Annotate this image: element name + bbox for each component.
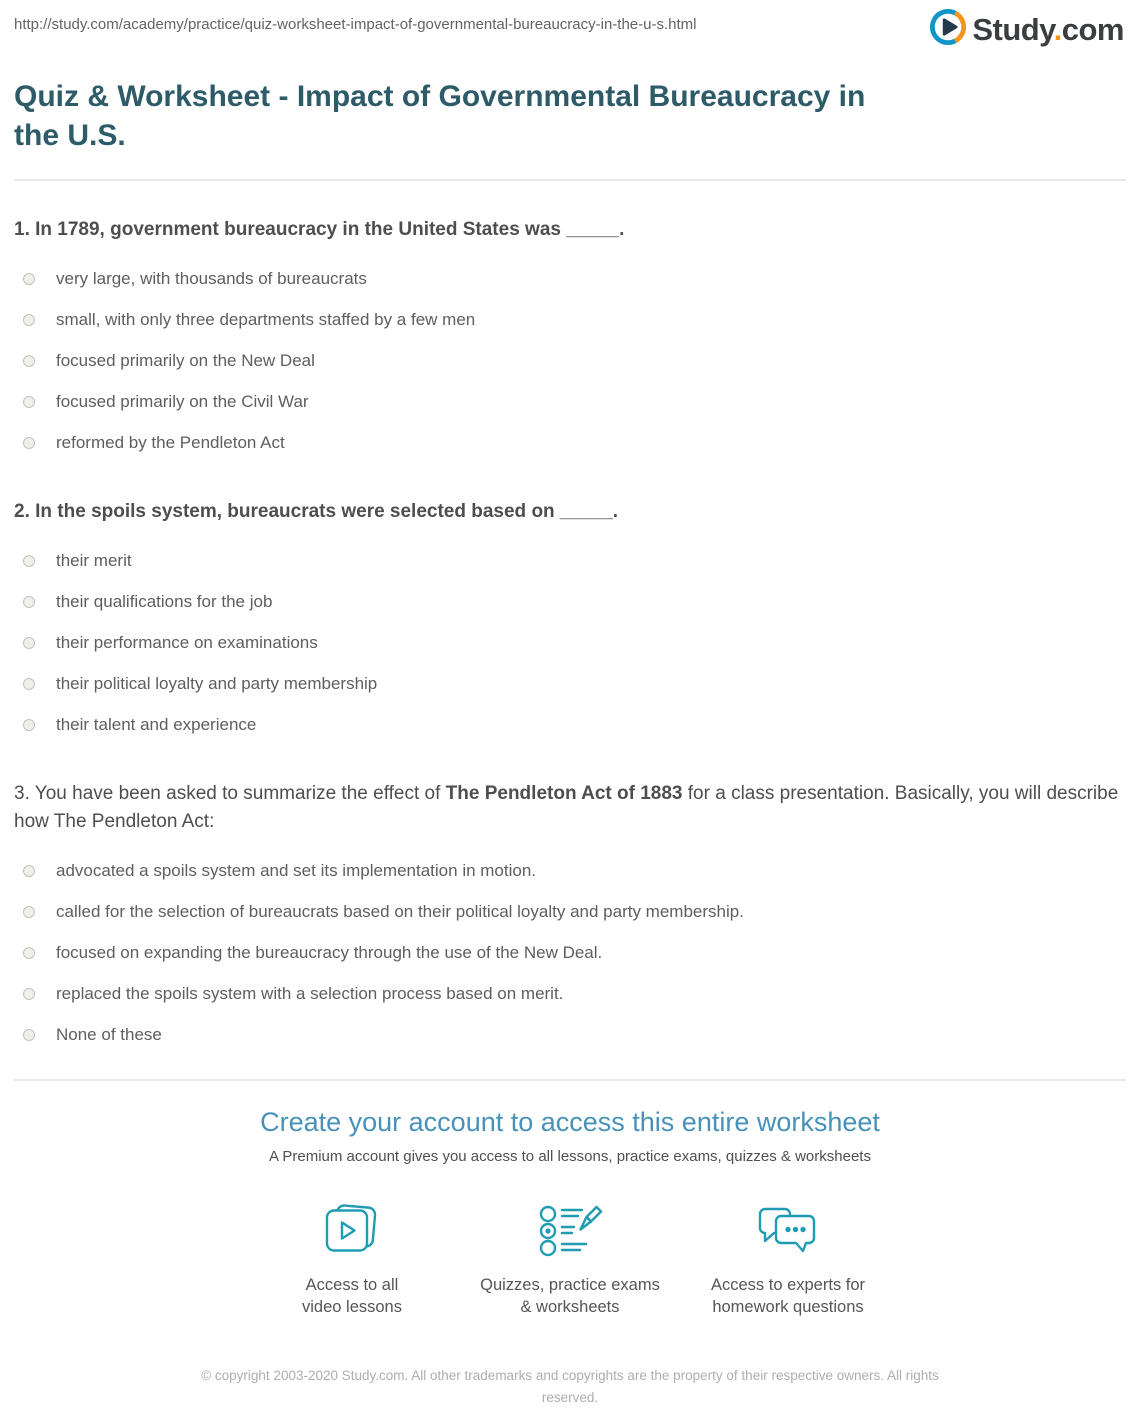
radio-button-icon[interactable] <box>23 355 35 367</box>
feature-video-lessons <box>243 1201 461 1319</box>
option-label[interactable]: focused primarily on the Civil War <box>56 392 309 411</box>
option-label[interactable]: their talent and experience <box>56 715 257 734</box>
chat-experts-icon <box>756 1201 820 1259</box>
question-2-options <box>14 540 1126 745</box>
quiz-option[interactable] <box>14 540 1126 581</box>
option-label[interactable]: small, with only three departments staffed by a few men <box>56 310 476 329</box>
option-label[interactable]: None of these <box>56 1025 162 1044</box>
option-label[interactable]: their qualifications for the job <box>56 592 273 611</box>
top-bar <box>0 0 1140 51</box>
page-url: http://study.com/academy/practice/quiz-worksheet-impact-of-governmental-bureaucracy-in-the-u-s.html <box>14 16 697 33</box>
radio-button-icon[interactable] <box>23 637 35 649</box>
quiz-option[interactable] <box>14 932 1126 973</box>
option-label[interactable]: very large, with thousands of bureaucrats <box>56 269 367 288</box>
feature-quizzes-worksheets <box>461 1201 679 1319</box>
quiz-option[interactable] <box>14 299 1126 340</box>
quiz-option[interactable] <box>14 340 1126 381</box>
question-1-heading: 1. In 1789, government bureaucracy in the United States was _____. <box>14 219 625 240</box>
quiz-option[interactable] <box>14 850 1126 891</box>
feature-label: Quizzes, practice exams & worksheets <box>480 1276 660 1317</box>
features-row <box>0 1201 1140 1319</box>
quiz-option[interactable] <box>14 622 1126 663</box>
signup-divider <box>14 1079 1126 1081</box>
option-label[interactable]: their performance on examinations <box>56 633 318 652</box>
radio-button-icon[interactable] <box>23 988 35 1000</box>
quiz-option[interactable] <box>14 1014 1126 1055</box>
radio-button-icon[interactable] <box>23 437 35 449</box>
quiz-option[interactable] <box>14 258 1126 299</box>
video-lessons-icon <box>321 1201 383 1259</box>
option-label[interactable]: focused primarily on the New Deal <box>56 351 315 370</box>
option-label[interactable]: advocated a spoils system and set its implementation in motion. <box>56 861 537 880</box>
quiz-option[interactable] <box>14 891 1126 932</box>
radio-button-icon[interactable] <box>23 865 35 877</box>
title-divider <box>14 179 1126 181</box>
option-label[interactable]: called for the selection of bureaucrats based on their political loyalty and party membership. <box>56 902 744 921</box>
feature-label: Access to all video lessons <box>302 1276 402 1317</box>
radio-button-icon[interactable] <box>23 678 35 690</box>
quizzes-worksheets-icon <box>537 1201 603 1259</box>
question-1 <box>14 216 1126 463</box>
quiz-option[interactable] <box>14 973 1126 1014</box>
question-3-options <box>14 850 1126 1055</box>
question-3-heading: 3. You have been asked to summarize the effect of The Pendleton Act of 1883 for a class presentation. Basically, you will describe how The Pendleton Act: <box>14 783 1119 832</box>
radio-button-icon[interactable] <box>23 947 35 959</box>
signup-heading: Create your account to access this entire worksheet <box>260 1107 880 1137</box>
signup-subheading: A Premium account gives you access to all lessons, practice exams, quizzes & worksheets <box>269 1148 871 1165</box>
radio-button-icon[interactable] <box>23 555 35 567</box>
radio-button-icon[interactable] <box>23 273 35 285</box>
quiz-option[interactable] <box>14 704 1126 745</box>
page-footer <box>0 1365 1140 1409</box>
radio-button-icon[interactable] <box>23 596 35 608</box>
question-3 <box>14 780 1126 1055</box>
quiz-body <box>0 216 1140 1055</box>
option-label[interactable]: their merit <box>56 551 132 570</box>
feature-homework-experts <box>679 1201 897 1319</box>
feature-label: Access to experts for homework questions <box>710 1276 866 1317</box>
quiz-option[interactable] <box>14 422 1126 463</box>
option-label[interactable]: replaced the spoils system with a selection process based on merit. <box>56 984 564 1003</box>
radio-button-icon[interactable] <box>23 719 35 731</box>
option-label[interactable]: focused on expanding the bureaucracy through the use of the New Deal. <box>56 943 603 962</box>
question-2-heading: 2. In the spoils system, bureaucrats were selected based on _____. <box>14 501 619 522</box>
radio-button-icon[interactable] <box>23 906 35 918</box>
quiz-option[interactable] <box>14 663 1126 704</box>
quiz-option[interactable] <box>14 381 1126 422</box>
radio-button-icon[interactable] <box>23 314 35 326</box>
studycom-logo[interactable] <box>929 8 1124 51</box>
page-title: Quiz & Worksheet - Impact of Governmental Bureaucracy in the U.S. <box>14 80 866 152</box>
question-1-options <box>14 258 1126 463</box>
copyright-text: © copyright 2003-2020 Study.com. All other trademarks and copyrights are the property of their respective owners. All rights reserved. <box>201 1367 939 1405</box>
radio-button-icon[interactable] <box>23 396 35 408</box>
signup-band <box>0 1107 1140 1319</box>
quiz-option[interactable] <box>14 581 1126 622</box>
logo-wordmark: Study.com <box>972 12 1124 47</box>
radio-button-icon[interactable] <box>23 1029 35 1041</box>
question-2 <box>14 498 1126 745</box>
option-label[interactable]: reformed by the Pendleton Act <box>56 433 285 452</box>
option-label[interactable]: their political loyalty and party membership <box>56 674 378 693</box>
play-logo-icon <box>929 8 967 51</box>
